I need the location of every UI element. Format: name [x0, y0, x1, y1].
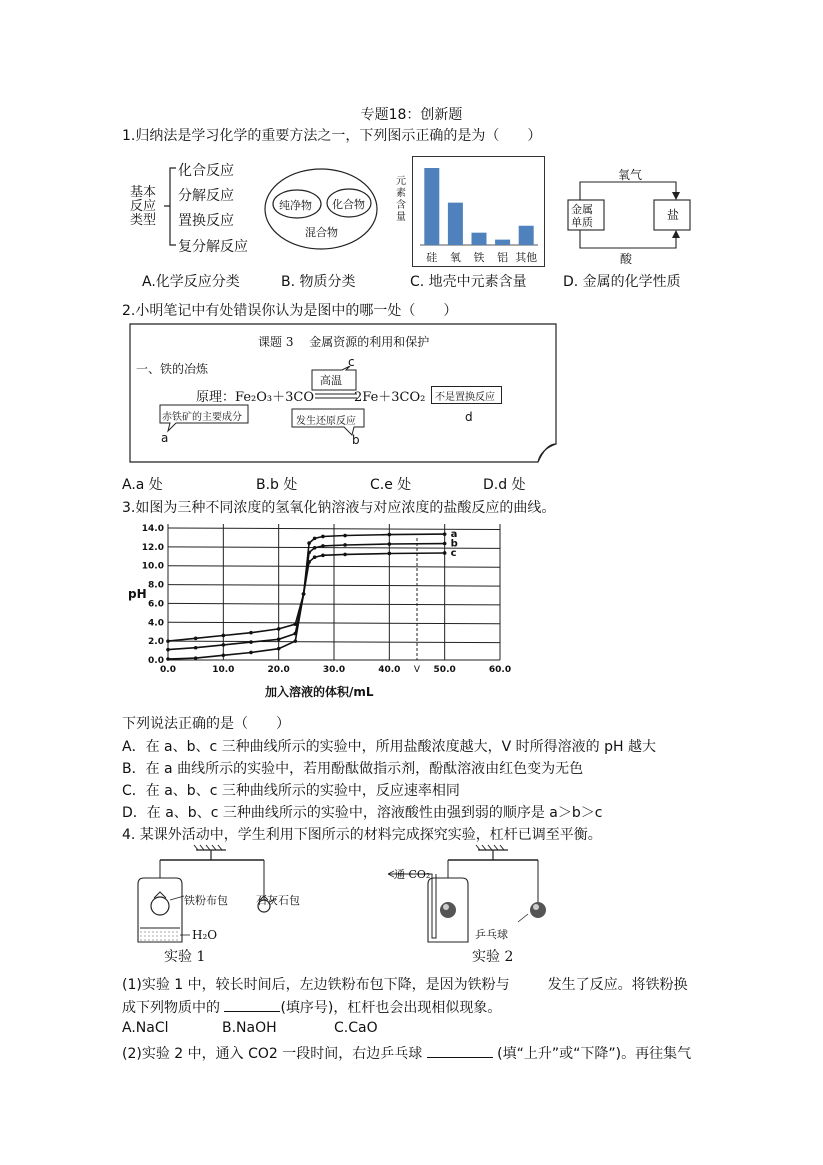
q1c-category-label: 铝	[497, 251, 509, 264]
q1b-inner-left: 纯净物	[279, 199, 312, 212]
q3-point-b	[222, 643, 226, 647]
q3-point-c	[166, 657, 170, 661]
q3-point-b	[194, 646, 198, 650]
q1a-left-label: 基本 反应 类型	[130, 185, 157, 228]
q2-option: B.b 处	[256, 477, 298, 493]
q3-x-tick: 30.0	[322, 665, 346, 675]
q3-x-tick: 60.0	[488, 665, 512, 675]
q3-option: B．在 a 曲线所示的实验中，若用酚酞做指示剂，酚酞溶液由红色变为无色	[122, 761, 584, 777]
q3-point-c	[313, 555, 317, 559]
q3-ylabel: pH	[128, 587, 147, 601]
q2-eq-right: 2Fe＋3CO₂	[354, 390, 426, 405]
q3-point-c	[222, 653, 226, 657]
q3-option: A．在 a、b、c 三种曲线所示的实验中，所用盐酸浓度越大，V 时所得溶液的 pH 越大	[122, 739, 656, 755]
q4-exp2-inlet: 通 CO₂	[394, 868, 431, 881]
q3-point-a	[249, 631, 253, 635]
q3-point-c	[302, 592, 306, 596]
q3-v-label: V	[413, 665, 421, 675]
q3-point-b	[388, 542, 392, 546]
q3-point-c	[443, 551, 447, 555]
q4-exp2-ball: 乒乓球	[475, 928, 508, 941]
q2-box-b: 发生还原反应	[296, 416, 356, 427]
q3-series-label: b	[450, 538, 458, 550]
q1a-item: 置换反应	[178, 213, 234, 229]
q1d-bottom: 酸	[620, 252, 633, 266]
q1c-ylabel: 元 素 含 量	[396, 176, 406, 223]
q3-xlabel: 加入溶液的体积/mL	[265, 685, 374, 699]
q3-point-c	[343, 553, 347, 557]
q3-x-tick: 20.0	[267, 665, 290, 675]
q2-mark-c: c	[348, 355, 355, 369]
q2-mark-b: b	[352, 433, 360, 447]
q2-mark-d: d	[465, 410, 473, 424]
q1a-brace	[160, 160, 180, 255]
q3-point-a	[222, 634, 226, 638]
q4-option: B.NaOH	[222, 1020, 277, 1036]
q2-principle: 原理：Fe₂O₃＋3CO	[196, 390, 314, 405]
q3-point-b	[277, 637, 281, 641]
q1c-bar	[424, 168, 439, 245]
q3-point-b	[313, 546, 317, 550]
q1d-right: 盐	[667, 208, 680, 222]
q3-series-label: c	[450, 547, 457, 559]
q3-point-c	[293, 639, 297, 643]
q4-exp2-caption: 实验 2	[472, 949, 514, 965]
q4-exp1-left: 铁粉布包	[184, 894, 228, 907]
q3-point-a	[277, 627, 281, 631]
q1a-item: 化合反应	[178, 163, 234, 179]
q3-y-tick: 12.0	[141, 542, 164, 553]
q3-y-tick: 14.0	[141, 524, 164, 534]
q1b-inner-right: 化合物	[332, 198, 365, 211]
q4-blank-1[interactable]	[224, 1011, 280, 1012]
q3-option: D．在 a、b、c 三种曲线所示的实验中，溶液酸性由强到弱的顺序是 a＞b＞c	[122, 805, 603, 821]
q3-y-tick: 10.0	[141, 561, 164, 572]
q3-stem: 3.如图为三种不同浓度的氢氧化钠溶液与对应浓度的盐酸反应的曲线。	[122, 500, 556, 516]
q3-series-label: a	[450, 529, 458, 541]
q2-section: 一、铁的冶炼	[136, 362, 209, 376]
q1c-category-label: 氧	[449, 251, 461, 264]
q4-exp1-caption: 实验 1	[164, 949, 206, 965]
q4-p2-line: (2)实验 2 中，通入 CO2 一段时间，右边乒乓球 (填“上升”或“下降”)。再往集气	[122, 1046, 692, 1062]
q1b-caption: B. 物质分类	[281, 274, 356, 290]
q3-point-a	[321, 535, 325, 539]
q1-stem: 1.归纳法是学习化学的重要方法之一，下列图示正确的是为（ ）	[122, 128, 542, 144]
q1a-caption: A.化学反应分类	[142, 274, 240, 290]
q4-blank-2[interactable]	[427, 1057, 493, 1058]
q3-point-c	[277, 647, 281, 651]
q3-point-b	[343, 543, 347, 547]
q3-question: 下列说法正确的是（ ）	[122, 716, 290, 732]
q3-point-a	[343, 534, 347, 538]
q3-point-a	[194, 637, 198, 641]
q2-box-d: 不是置换反应	[435, 392, 495, 403]
q3-point-c	[194, 656, 198, 660]
q3-point-a	[166, 639, 170, 643]
q2-box-a: 赤铁矿的主要成分	[162, 412, 242, 423]
q4-exp1-right: 石灰石包	[256, 894, 300, 907]
q4-p1-line2: 成下列物质中的 (填序号)，杠杆也会出现相似现象。	[122, 1000, 502, 1016]
q3-series-line-a	[168, 534, 445, 641]
q3-point-a	[313, 537, 317, 541]
q3-series-line-b	[168, 544, 445, 650]
q3-point-a	[307, 541, 311, 545]
q1c-category-label: 硅	[426, 251, 438, 264]
q2-option: D.d 处	[483, 477, 526, 493]
q3-point-c	[321, 554, 325, 558]
q3-x-tick: 0.0	[160, 665, 176, 675]
q1d-caption: D. 金属的化学性质	[563, 274, 681, 290]
q3-point-a	[443, 532, 447, 536]
q4-stem: 4. 某课外活动中，学生利用下图所示的材料完成探究实验，杠杆已调至平衡。	[122, 827, 602, 843]
q3-point-b	[307, 551, 311, 555]
q3-y-tick: 8.0	[148, 580, 164, 591]
q3-point-c	[307, 560, 311, 564]
q3-x-tick: 50.0	[433, 665, 456, 675]
q3-x-tick: 40.0	[378, 665, 401, 675]
q1c-bar	[519, 226, 534, 245]
q3-y-tick: 4.0	[148, 618, 164, 629]
q2-option: C.e 处	[370, 477, 412, 493]
q1a-item: 分解反应	[178, 188, 234, 204]
q3-y-tick: 2.0	[148, 637, 164, 648]
q2-eq-cond: 高温	[320, 374, 342, 387]
page-title: 专题18：创新题	[360, 107, 463, 123]
q3-point-b	[321, 544, 325, 548]
q3-point-b	[166, 648, 170, 652]
q4-p1-line1: (1)实验 1 中，较长时间后，左边铁粉布包下降，是因为铁粉与 发生了反应。将铁粉换	[122, 977, 688, 993]
q3-ph-chart	[122, 520, 512, 700]
q1c-caption: C. 地壳中元素含量	[410, 274, 527, 290]
q1c-bar	[472, 233, 487, 245]
q4-option: A.NaCl	[122, 1020, 169, 1036]
q2-option: A.a 处	[122, 477, 163, 493]
q2-note-title: 课题 3 金属资源的利用和保护	[258, 335, 430, 349]
q2-stem: 2.小明笔记中有处错误你认为是图中的哪一处（ ）	[122, 303, 458, 319]
q3-point-c	[388, 552, 392, 556]
q1c-bar	[495, 240, 510, 245]
q1a-item: 复分解反应	[178, 239, 248, 255]
q1c-category-label: 其他	[515, 251, 538, 264]
q1c-bar	[448, 203, 463, 245]
q3-x-tick: 10.0	[212, 665, 235, 675]
q4-option: C.CaO	[334, 1020, 378, 1036]
q3-option: C．在 a、b、c 三种曲线所示的实验中，反应速率相同	[122, 783, 460, 799]
q3-y-tick: 6.0	[148, 599, 164, 610]
q3-point-a	[388, 533, 392, 537]
q3-point-b	[443, 542, 447, 546]
q1c-bar-chart	[412, 156, 546, 268]
q3-y-tick: 0.0	[148, 656, 164, 666]
q1d-top: 氧气	[618, 168, 643, 182]
q3-point-b	[249, 640, 253, 644]
q1b-outer: 混合物	[305, 226, 338, 239]
q4-exp1-water: H₂O	[192, 928, 218, 942]
q2-mark-a: a	[161, 431, 169, 445]
q3-point-c	[249, 651, 253, 655]
q2-eq-sign	[315, 392, 357, 400]
q1d-left: 金属 单质	[571, 203, 593, 229]
q1c-category-label: 铁	[473, 251, 485, 264]
